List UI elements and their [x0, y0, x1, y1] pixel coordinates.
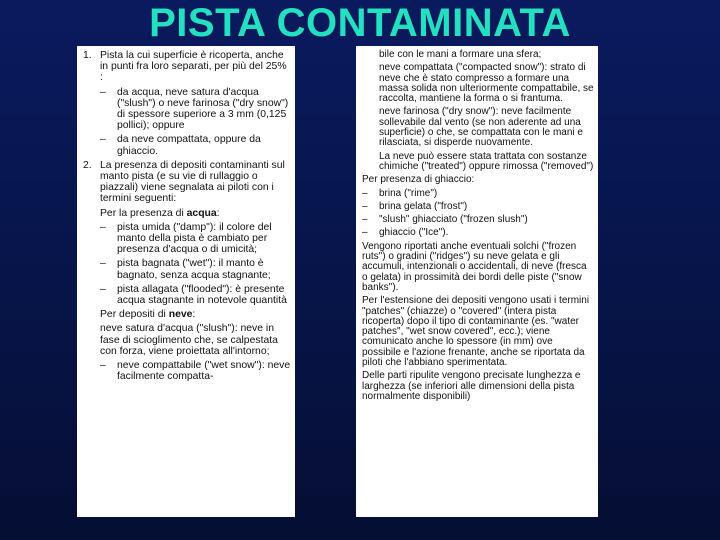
continued-text: bile con le mani a formare una sfera; — [379, 49, 542, 60]
heading-prefix: Per depositi di — [100, 309, 169, 321]
cleaned-paragraph: Delle parti ripulite vengono precisate lunghezza e larghezza (se inferiori alle dimensioni della pista normalmente disponibili) — [362, 370, 581, 402]
ice-item — [362, 189, 594, 199]
item-number: 1. — [83, 50, 92, 61]
dash-bullet: – — [362, 200, 368, 212]
sub-item-text: da neve compattata, oppure da ghiaccio. — [117, 134, 261, 157]
heading-bold: neve — [168, 309, 193, 321]
ice-item-text: brina gelata ("frost") — [379, 200, 468, 212]
slide-title: PISTA CONTAMINATA — [149, 1, 571, 45]
ice-item-text: brina ("rime") — [379, 187, 438, 199]
treated-text: La neve può essere stata trattata con sostanze chimiche ("treated") oppure rimossa ("removed") — [379, 150, 594, 172]
compacted-snow-text: neve compattata ("compacted snow"): strato di neve che è stato compresso a formare una massa solida non ulteriormente compattabile, se raccolta, mantiene la forma o si frantuma. — [379, 62, 594, 105]
snow-item — [83, 360, 291, 382]
ice-item — [362, 202, 594, 212]
water-item — [83, 222, 291, 256]
item-text: Pista la cui superficie è ricoperta, anche in punti fra loro separati, per più del 25% : — [100, 50, 287, 84]
dash-bullet: – — [362, 187, 368, 199]
dash-bullet: – — [100, 283, 106, 295]
list-item-1 — [83, 50, 291, 84]
list-item-2 — [83, 160, 291, 205]
heading-prefix: Per la presenza di — [100, 207, 187, 219]
water-item-text: pista bagnata ("wet"): il manto è bagnato, senza acqua stagnante; — [117, 258, 271, 281]
water-item-text: pista allagata ("flooded"): è presente acqua stagnante in notevole quantità — [117, 283, 287, 307]
ice-heading: Per presenza di ghiaccio: — [362, 174, 475, 186]
water-item-text: pista umida ("damp"): il colore del manto della pista è cambiato per presenza d'acqua o di umicità; — [117, 221, 272, 256]
heading-suffix: : — [192, 309, 196, 321]
left-document-page — [77, 46, 295, 517]
dash-bullet: – — [100, 258, 106, 270]
ice-item-text: ghiaccio ("Ice"). — [379, 227, 449, 239]
dash-bullet: – — [100, 221, 106, 233]
sub-item — [83, 87, 291, 132]
snow-heading — [83, 309, 291, 320]
ice-item — [362, 228, 594, 238]
dash-bullet: – — [362, 227, 368, 239]
dash-bullet: – — [100, 86, 106, 98]
right-document-page — [356, 46, 598, 517]
snow-item-text: neve compattabile ("wet snow"): neve facilmente compatta- — [117, 360, 291, 383]
ice-item-text: "slush" ghiacciato ("frozen slush") — [379, 214, 528, 226]
dash-bullet: – — [100, 360, 106, 372]
water-item — [83, 258, 291, 280]
extension-paragraph: Per l'estensione dei depositi vengono usati i termini "patches" (chiazze) o "covered" (intera pista ricoperta) dopo il tipo di contaminante (es. "water patches", "wet snow covered", ecc.); viene comunicato anche lo spessore (in mm) ove possibile e l'azione frenante, anche se riportata da piloti che l'abbiano sperimentata. — [362, 295, 590, 369]
sub-item-text: da acqua, neve satura d'acqua ("slush") o neve farinosa ("dry snow") di spessore superiore a 3 mm (0,125 pollici); oppure — [117, 86, 289, 132]
heading-suffix: : — [216, 207, 220, 219]
heading-bold: acqua — [186, 207, 217, 219]
item-number: 2. — [83, 159, 92, 171]
dash-bullet: – — [100, 134, 106, 146]
sub-item — [83, 134, 291, 156]
dry-snow-text: neve farinosa ("dry snow"): neve facilmente sollevabile dal vento (se non aderente ad una superficie) o che, se compattata con le mani e rilasciata, si disperde nuovamente. — [379, 106, 583, 149]
ice-item — [362, 215, 594, 225]
dash-bullet: – — [362, 214, 368, 226]
snow-paragraph: neve satura d'acqua ("slush"): neve in fase di scioglimento che, se calpestata con forza, viene proiettata all'intorno; — [100, 323, 278, 357]
item-text: La presenza di depositi contaminanti sul manto pista (e su vie di rullaggio o piazzali) viene segnalata ai piloti con i termini seguenti: — [100, 159, 285, 205]
water-item — [83, 284, 291, 306]
reported-paragraph: Vengono riportati anche eventuali solchi ("frozen ruts") o gradini ("ridges") su neve gelata e gli accumuli, intenzionali o accidentali, di neve (fresca o gelata) in prossimità dei bordi delle piste ("snow banks"). — [362, 240, 587, 293]
water-heading — [83, 208, 291, 219]
